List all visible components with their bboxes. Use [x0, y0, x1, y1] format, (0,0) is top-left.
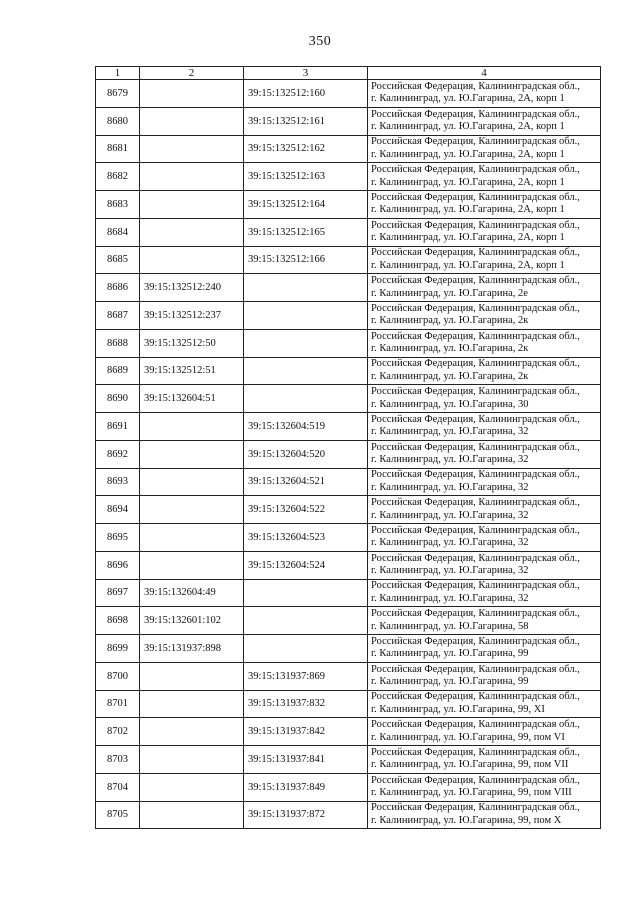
table-row	[96, 468, 601, 496]
row-number: 8690	[96, 385, 140, 413]
address-line-1: Российская Федерация, Калининградская обл.,	[371, 386, 580, 398]
cadastral-number-col2	[140, 468, 244, 496]
cadastral-number-col3: 39:15:131937:872	[244, 801, 368, 829]
address-line-1: Российская Федерация, Калининградская обл.,	[371, 219, 580, 231]
cadastral-number-col2	[140, 718, 244, 746]
cadastral-number-col3: 39:15:132604:519	[244, 413, 368, 441]
row-number: 8689	[96, 357, 140, 385]
registry-table	[95, 66, 601, 829]
table-body	[96, 80, 601, 829]
cadastral-number-col2	[140, 440, 244, 468]
address-line-1: Российская Федерация, Калининградская обл.,	[371, 580, 580, 592]
address-cell	[368, 718, 601, 746]
cadastral-number-col2	[140, 135, 244, 163]
cadastral-number-col3	[244, 329, 368, 357]
row-number: 8701	[96, 690, 140, 718]
address-line-1: Российская Федерация, Калининградская обл.,	[371, 774, 580, 786]
table-row	[96, 357, 601, 385]
row-number: 8702	[96, 718, 140, 746]
row-number: 8686	[96, 274, 140, 302]
row-number: 8688	[96, 329, 140, 357]
address-line-1: Российская Федерация, Калининградская обл.,	[371, 358, 580, 370]
table-row	[96, 329, 601, 357]
address-line-1: Российская Федерация, Калининградская обл.,	[371, 469, 580, 481]
address-line-1: Российская Федерация, Калининградская обл.,	[371, 164, 580, 176]
cadastral-number-col2	[140, 246, 244, 274]
address-line-2: г. Калининград, ул. Ю.Гагарина, 32	[371, 592, 529, 604]
cadastral-number-col2: 39:15:132512:50	[140, 329, 244, 357]
address-cell	[368, 329, 601, 357]
address-line-1: Российская Федерация, Калининградская обл.,	[371, 663, 580, 675]
header-col-2: 2	[140, 67, 244, 80]
address-line-1: Российская Федерация, Калининградская обл.,	[371, 524, 580, 536]
cadastral-number-col3: 39:15:132512:165	[244, 218, 368, 246]
address-line-2: г. Калининград, ул. Ю.Гагарина, 2к	[371, 370, 529, 382]
cadastral-number-col3: 39:15:131937:842	[244, 718, 368, 746]
address-line-1: Российская Федерация, Калининградская обл.,	[371, 691, 580, 703]
address-line-2: г. Калининград, ул. Ю.Гагарина, 2А, корп 1	[371, 148, 565, 160]
row-number: 8685	[96, 246, 140, 274]
table-row	[96, 718, 601, 746]
address-line-2: г. Калининград, ул. Ю.Гагарина, 99, пом VII	[371, 759, 569, 771]
address-line-1: Российская Федерация, Калининградская обл.,	[371, 719, 580, 731]
row-number: 8700	[96, 662, 140, 690]
cadastral-number-col3: 39:15:132604:523	[244, 524, 368, 552]
address-line-1: Российская Федерация, Калининградская обл.,	[371, 635, 580, 647]
table-row	[96, 690, 601, 718]
cadastral-number-col2	[140, 496, 244, 524]
row-number: 8695	[96, 524, 140, 552]
address-line-2: г. Калининград, ул. Ю.Гагарина, 58	[371, 620, 529, 632]
address-line-1: Российская Федерация, Калининградская обл.,	[371, 413, 580, 425]
table-row	[96, 635, 601, 663]
row-number: 8703	[96, 746, 140, 774]
address-line-1: Российская Федерация, Калининградская обл.,	[371, 108, 580, 120]
cadastral-number-col2	[140, 218, 244, 246]
cadastral-number-col3: 39:15:132512:161	[244, 107, 368, 135]
address-line-1: Российская Федерация, Калининградская обл.,	[371, 191, 580, 203]
address-cell	[368, 496, 601, 524]
cadastral-number-col2	[140, 107, 244, 135]
cadastral-number-col3: 39:15:132604:524	[244, 551, 368, 579]
table-row	[96, 80, 601, 108]
address-cell	[368, 468, 601, 496]
address-line-2: г. Калининград, ул. Ю.Гагарина, 2А, корп 1	[371, 232, 565, 244]
address-line-2: г. Калининград, ул. Ю.Гагарина, 99, пом X	[371, 814, 562, 826]
address-cell	[368, 274, 601, 302]
address-cell	[368, 107, 601, 135]
address-cell	[368, 163, 601, 191]
table-row	[96, 274, 601, 302]
table-row	[96, 135, 601, 163]
cadastral-number-col2: 39:15:132601:102	[140, 607, 244, 635]
address-cell	[368, 662, 601, 690]
address-cell	[368, 218, 601, 246]
address-line-2: г. Калининград, ул. Ю.Гагарина, 32	[371, 565, 529, 577]
table-header	[96, 67, 601, 80]
address-cell	[368, 551, 601, 579]
cadastral-number-col3: 39:15:132512:166	[244, 246, 368, 274]
address-cell	[368, 191, 601, 219]
cadastral-number-col2	[140, 191, 244, 219]
address-cell	[368, 440, 601, 468]
cadastral-number-col2: 39:15:131937:898	[140, 635, 244, 663]
cadastral-number-col2: 39:15:132512:240	[140, 274, 244, 302]
table-row	[96, 773, 601, 801]
address-cell	[368, 690, 601, 718]
table-row	[96, 551, 601, 579]
row-number: 8683	[96, 191, 140, 219]
address-line-1: Российская Федерация, Калининградская обл.,	[371, 302, 580, 314]
cadastral-number-col2: 39:15:132604:49	[140, 579, 244, 607]
address-line-2: г. Калининград, ул. Ю.Гагарина, 99, пом VI	[371, 731, 565, 743]
address-line-2: г. Калининград, ул. Ю.Гагарина, 2А, корп 1	[371, 121, 565, 133]
row-number: 8697	[96, 579, 140, 607]
address-cell	[368, 302, 601, 330]
address-cell	[368, 746, 601, 774]
address-cell	[368, 80, 601, 108]
address-line-2: г. Калининград, ул. Ю.Гагарина, 32	[371, 454, 529, 466]
address-line-2: г. Калининград, ул. Ю.Гагарина, 99, XI	[371, 703, 545, 715]
address-cell	[368, 246, 601, 274]
row-number: 8682	[96, 163, 140, 191]
address-cell	[368, 773, 601, 801]
header-row	[96, 67, 601, 80]
cadastral-number-col3	[244, 385, 368, 413]
page-number: 350	[308, 34, 332, 49]
cadastral-number-col2	[140, 662, 244, 690]
cadastral-number-col2	[140, 801, 244, 829]
address-line-2: г. Калининград, ул. Ю.Гагарина, 2А, корп 1	[371, 204, 565, 216]
row-number: 8687	[96, 302, 140, 330]
table-row	[96, 496, 601, 524]
address-line-2: г. Калининград, ул. Ю.Гагарина, 32	[371, 509, 529, 521]
table-row	[96, 163, 601, 191]
address-line-1: Российская Федерация, Калининградская обл.,	[371, 552, 580, 564]
cadastral-number-col3: 39:15:131937:841	[244, 746, 368, 774]
address-line-2: г. Калининград, ул. Ю.Гагарина, 2А, корп 1	[371, 259, 565, 271]
table-row	[96, 385, 601, 413]
table-row	[96, 607, 601, 635]
address-line-1: Российская Федерация, Калининградская обл.,	[371, 247, 580, 259]
table-row	[96, 191, 601, 219]
cadastral-number-col3: 39:15:132604:522	[244, 496, 368, 524]
cadastral-number-col2	[140, 690, 244, 718]
address-line-2: г. Калининград, ул. Ю.Гагарина, 2А, корп 1	[371, 93, 565, 105]
row-number: 8684	[96, 218, 140, 246]
row-number: 8699	[96, 635, 140, 663]
address-cell	[368, 357, 601, 385]
row-number: 8694	[96, 496, 140, 524]
address-cell	[368, 579, 601, 607]
table-row	[96, 413, 601, 441]
address-line-2: г. Калининград, ул. Ю.Гагарина, 2е	[371, 287, 528, 299]
address-cell	[368, 801, 601, 829]
row-number: 8679	[96, 80, 140, 108]
table-row	[96, 579, 601, 607]
table-row	[96, 246, 601, 274]
address-line-2: г. Калининград, ул. Ю.Гагарина, 30	[371, 398, 529, 410]
address-line-1: Российская Федерация, Калининградская обл.,	[371, 330, 580, 342]
table-row	[96, 107, 601, 135]
table-row	[96, 801, 601, 829]
table-row	[96, 746, 601, 774]
row-number: 8696	[96, 551, 140, 579]
row-number: 8692	[96, 440, 140, 468]
address-line-1: Российская Федерация, Калининградская обл.,	[371, 275, 580, 287]
cadastral-number-col3: 39:15:131937:832	[244, 690, 368, 718]
cadastral-number-col3	[244, 607, 368, 635]
address-line-2: г. Калининград, ул. Ю.Гагарина, 99	[371, 676, 529, 688]
address-cell	[368, 635, 601, 663]
address-line-2: г. Калининград, ул. Ю.Гагарина, 99, пом VIII	[371, 787, 572, 799]
address-line-2: г. Калининград, ул. Ю.Гагарина, 32	[371, 426, 529, 438]
cadastral-number-col3: 39:15:131937:849	[244, 773, 368, 801]
address-line-1: Российская Федерация, Калининградская обл.,	[371, 441, 580, 453]
cadastral-number-col2	[140, 163, 244, 191]
address-line-2: г. Калининград, ул. Ю.Гагарина, 32	[371, 481, 529, 493]
address-line-1: Российская Федерация, Калининградская обл.,	[371, 608, 580, 620]
cadastral-number-col3	[244, 274, 368, 302]
address-line-1: Российская Федерация, Калининградская обл.,	[371, 746, 580, 758]
cadastral-number-col2	[140, 551, 244, 579]
cadastral-number-col3: 39:15:132512:163	[244, 163, 368, 191]
cadastral-number-col3: 39:15:132512:164	[244, 191, 368, 219]
address-line-1: Российская Федерация, Калининградская обл.,	[371, 136, 580, 148]
table-row	[96, 440, 601, 468]
cadastral-number-col3: 39:15:132512:160	[244, 80, 368, 108]
address-cell	[368, 413, 601, 441]
cadastral-number-col2	[140, 80, 244, 108]
address-line-2: г. Калининград, ул. Ю.Гагарина, 32	[371, 537, 529, 549]
row-number: 8680	[96, 107, 140, 135]
cadastral-number-col2	[140, 413, 244, 441]
address-line-1: Российская Федерация, Калининградская обл.,	[371, 80, 580, 92]
row-number: 8705	[96, 801, 140, 829]
cadastral-number-col3: 39:15:132512:162	[244, 135, 368, 163]
address-line-2: г. Калининград, ул. Ю.Гагарина, 99	[371, 648, 529, 660]
row-number: 8681	[96, 135, 140, 163]
cadastral-number-col2	[140, 524, 244, 552]
address-line-2: г. Калининград, ул. Ю.Гагарина, 2А, корп 1	[371, 176, 565, 188]
table-row	[96, 662, 601, 690]
cadastral-number-col3: 39:15:132604:521	[244, 468, 368, 496]
address-cell	[368, 607, 601, 635]
cadastral-number-col3: 39:15:131937:869	[244, 662, 368, 690]
address-line-1: Российская Федерация, Калининградская обл.,	[371, 497, 580, 509]
header-col-1: 1	[96, 67, 140, 80]
table-row	[96, 524, 601, 552]
address-cell	[368, 524, 601, 552]
address-line-2: г. Калининград, ул. Ю.Гагарина, 2к	[371, 315, 529, 327]
cadastral-number-col3	[244, 357, 368, 385]
cadastral-number-col2: 39:15:132512:237	[140, 302, 244, 330]
row-number: 8704	[96, 773, 140, 801]
address-line-1: Российская Федерация, Калининградская обл.,	[371, 802, 580, 814]
header-col-3: 3	[244, 67, 368, 80]
cadastral-number-col3	[244, 302, 368, 330]
row-number: 8698	[96, 607, 140, 635]
cadastral-number-col3	[244, 579, 368, 607]
cadastral-number-col3: 39:15:132604:520	[244, 440, 368, 468]
cadastral-number-col2	[140, 746, 244, 774]
row-number: 8691	[96, 413, 140, 441]
cadastral-number-col2: 39:15:132512:51	[140, 357, 244, 385]
cadastral-number-col3	[244, 635, 368, 663]
table-row	[96, 302, 601, 330]
address-line-2: г. Калининград, ул. Ю.Гагарина, 2к	[371, 343, 529, 355]
header-col-4: 4	[368, 67, 601, 80]
table-row	[96, 218, 601, 246]
row-number: 8693	[96, 468, 140, 496]
cadastral-number-col2	[140, 773, 244, 801]
address-cell	[368, 385, 601, 413]
cadastral-number-col2: 39:15:132604:51	[140, 385, 244, 413]
address-cell	[368, 135, 601, 163]
